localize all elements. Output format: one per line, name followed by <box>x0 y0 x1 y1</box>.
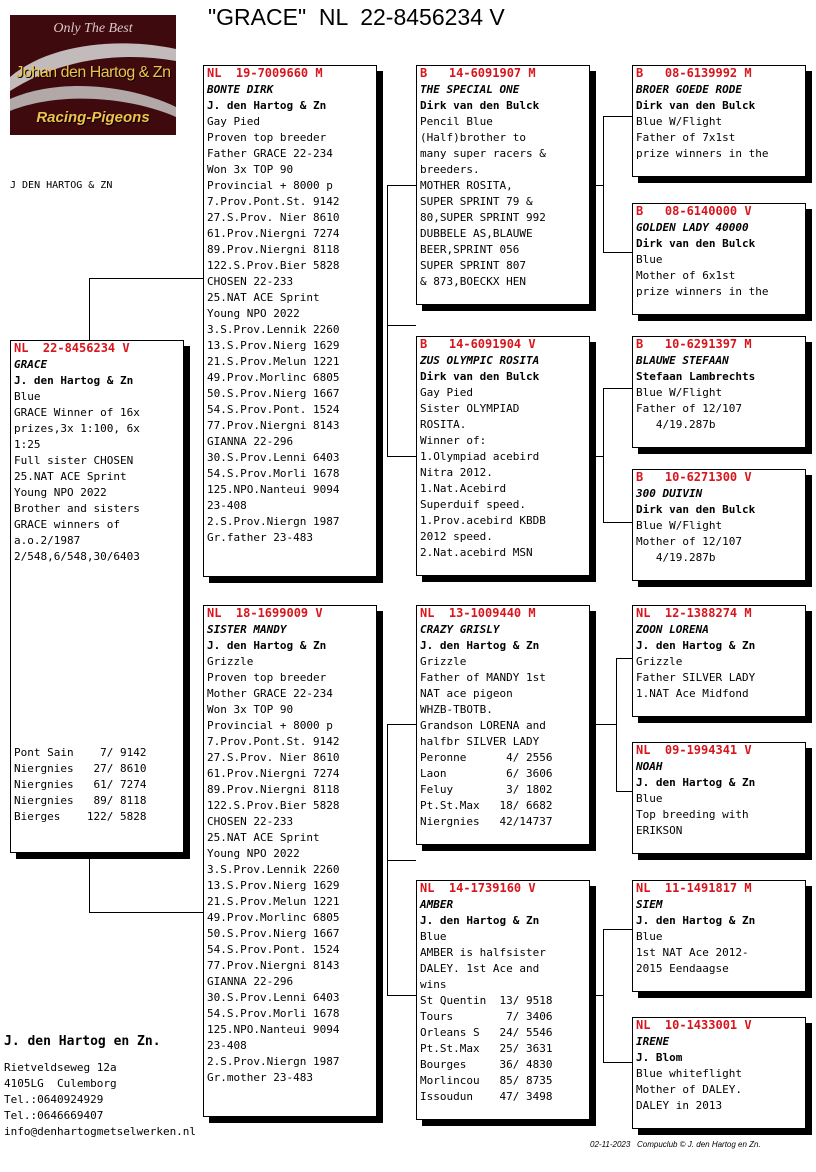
text-line: Bourges 36/ 4830 <box>420 1058 553 1071</box>
description-lines <box>636 1066 802 1114</box>
pigeon-name: IRENE <box>636 1035 670 1048</box>
text-line: 2.S.Prov.Niergn 1987 <box>207 1055 340 1068</box>
description-lines <box>420 114 586 290</box>
description-lines <box>636 114 802 162</box>
text-line: Father of 7x1st <box>636 131 736 144</box>
contact-block <box>4 1034 196 1140</box>
text-line: 23-408 <box>207 1039 247 1052</box>
text-line: 77.Prov.Niergni 8143 <box>207 959 340 972</box>
breeder-name: J. den Hartog & Zn <box>636 639 756 652</box>
ring-number: B 08-6140000 V <box>636 204 752 218</box>
connector <box>603 929 604 1063</box>
text-line: 54.S.Prov.Morli 1678 <box>207 467 340 480</box>
breeder-name: Dirk van den Bulck <box>636 237 756 250</box>
page-title: "GRACE" NL 22-8456234 V <box>208 4 505 30</box>
text-line: Father of 12/107 <box>636 402 742 415</box>
text-line: 2015 Eendaagse <box>636 962 729 975</box>
text-line: Tours 7/ 3406 <box>420 1010 553 1023</box>
pigeon-name: SISTER MANDY <box>207 623 287 636</box>
description-lines <box>636 385 802 433</box>
text-line: 122.S.Prov.Bier 5828 <box>207 259 340 272</box>
connector <box>89 853 90 913</box>
pigeon-name: THE SPECIAL ONE <box>420 83 520 96</box>
breeder-name: J. den Hartog & Zn <box>420 639 540 652</box>
text-line: Won 3x TOP 90 <box>207 163 294 176</box>
connector <box>590 995 604 996</box>
text-line: Feluy 3/ 1802 <box>420 783 553 796</box>
description-lines <box>420 654 586 830</box>
description-lines <box>636 929 802 977</box>
text-line: GIANNA 22-296 <box>207 975 294 988</box>
text-line: 27.S.Prov. Nier 8610 <box>207 211 340 224</box>
breeder-name: Dirk van den Bulck <box>636 99 756 112</box>
connector <box>603 252 632 253</box>
text-line: 50.S.Prov.Nierg 1667 <box>207 387 340 400</box>
connector <box>387 185 388 457</box>
text-line: prize winners in the <box>636 147 769 160</box>
contact-name: J. den Hartog en Zn. <box>4 1034 161 1049</box>
text-line: Blue W/Flight <box>636 519 723 532</box>
connector <box>603 116 632 117</box>
text-line: Blue W/Flight <box>636 115 723 128</box>
connector <box>603 388 632 389</box>
pedigree-box-dam[interactable] <box>203 605 377 1117</box>
text-line: 54.S.Prov.Morli 1678 <box>207 1007 340 1020</box>
pedigree-box-ddd[interactable] <box>632 1017 806 1129</box>
text-line: Sister OLYMPIAD <box>420 402 520 415</box>
text-line: SUPER SPRINT 79 & <box>420 195 533 208</box>
pigeon-name: ZOON LORENA <box>636 623 709 636</box>
breeder-name: J. den Hartog & Zn <box>207 639 327 652</box>
text-line: Mother GRACE 22-234 <box>207 687 333 700</box>
text-line: 1st NAT Ace 2012- <box>636 946 749 959</box>
text-line: 80,SUPER SPRINT 992 <box>420 211 546 224</box>
text-line: 4105LG Culemborg <box>4 1077 117 1090</box>
text-line: Bierges 122/ 5828 <box>14 810 147 823</box>
text-line: 4/19.287b <box>636 418 716 431</box>
text-line: Father of MANDY 1st <box>420 671 546 684</box>
race-results <box>14 745 146 825</box>
text-line: Peronne 4/ 2556 <box>420 751 553 764</box>
text-line: 3.S.Prov.Lennik 2260 <box>207 863 340 876</box>
ring-number: B 10-6291397 M <box>636 337 752 351</box>
text-line: Father SILVER LADY <box>636 671 756 684</box>
ring-number: B 10-6271300 V <box>636 470 752 484</box>
text-line: 27.S.Prov. Nier 8610 <box>207 751 340 764</box>
breeder-name: J. Blom <box>636 1051 683 1064</box>
breeder-name: J. den Hartog & Zn <box>207 99 327 112</box>
text-line: Top breeding with <box>636 808 749 821</box>
text-line: Grizzle <box>207 655 254 668</box>
description-lines <box>207 654 373 1086</box>
text-line: 1.Prov.acebird KBDB <box>420 514 546 527</box>
text-line: Mother of 6x1st <box>636 269 736 282</box>
text-line: DALEY. 1st Ace and <box>420 962 540 975</box>
text-line: Niergnies 42/14737 <box>420 815 553 828</box>
text-line: Winner of: <box>420 434 487 447</box>
pigeon-name: BLAUWE STEFAAN <box>636 354 729 367</box>
text-line: 2012 speed. <box>420 530 493 543</box>
text-line: 25.NAT ACE Sprint <box>207 291 320 304</box>
connector <box>89 278 90 340</box>
ring-number: B 08-6139992 M <box>636 66 752 80</box>
text-line: 2.Nat.acebird MSN <box>420 546 533 559</box>
text-line: Mother of DALEY. <box>636 1083 742 1096</box>
pedigree-box-sire-sire[interactable] <box>416 65 590 305</box>
logo-subtitle: Racing-Pigeons <box>36 109 150 126</box>
text-line: Pencil Blue <box>420 115 493 128</box>
text-line: Father GRACE 22-234 <box>207 147 333 160</box>
text-line: 125.NPO.Nanteui 9094 <box>207 483 340 496</box>
breeder-name: Dirk van den Bulck <box>420 370 540 383</box>
text-line: Young NPO 2022 <box>207 847 300 860</box>
text-line: Blue <box>636 930 663 943</box>
text-line: (Half)brother to <box>420 131 526 144</box>
breeder-name: Dirk van den Bulck <box>636 503 756 516</box>
text-line: Superduif speed. <box>420 498 526 511</box>
text-line: prize winners in the <box>636 285 769 298</box>
text-line: 21.S.Prov.Melun 1221 <box>207 895 340 908</box>
pigeon-name: GRACE <box>14 358 48 371</box>
pigeon-name: ZUS OLYMPIC ROSITA <box>420 354 540 367</box>
connector <box>603 929 632 930</box>
text-line: Mother of 12/107 <box>636 535 742 548</box>
text-line: Pt.St.Max 18/ 6682 <box>420 799 553 812</box>
pedigree-box-sss[interactable] <box>632 65 806 177</box>
text-line: 2.S.Prov.Niergn 1987 <box>207 515 340 528</box>
text-line: & 873,BOECKX HEN <box>420 275 526 288</box>
text-line: MOTHER ROSITA, <box>420 179 513 192</box>
owner-code: J DEN HARTOG & ZN <box>10 180 113 191</box>
breeder-name: Dirk van den Bulck <box>420 99 540 112</box>
pedigree-box-dss[interactable] <box>632 605 806 717</box>
text-line: 13.S.Prov.Nierg 1629 <box>207 879 340 892</box>
pedigree-box-sds[interactable] <box>632 336 806 448</box>
text-line: Provincial + 8000 p <box>207 179 333 192</box>
text-line: Niergnies 89/ 8118 <box>14 794 147 807</box>
text-line: wins <box>420 978 447 991</box>
contact-lines <box>4 1060 196 1140</box>
text-line: Niergnies 27/ 8610 <box>14 762 147 775</box>
text-line: Laon 6/ 3606 <box>420 767 553 780</box>
text-line: Blue whiteflight <box>636 1067 742 1080</box>
pedigree-box-dam-dam[interactable] <box>416 880 590 1120</box>
text-line: 49.Prov.Morlinc 6805 <box>207 911 340 924</box>
breeder-name: J. den Hartog & Zn <box>636 914 756 927</box>
text-line: Blue <box>14 390 41 403</box>
text-line: 25.NAT ACE Sprint <box>14 470 127 483</box>
text-line: breeders. <box>420 163 480 176</box>
connector <box>89 912 203 913</box>
pigeon-name: BONTE DIRK <box>207 83 274 96</box>
ring-number: NL 22-8456234 V <box>14 341 130 355</box>
pedigree-box-dam-sire[interactable] <box>416 605 590 845</box>
ring-number: NL 19-7009660 M <box>207 66 323 80</box>
pigeon-name: SIEM <box>636 898 663 911</box>
text-line: 77.Prov.Niergni 8143 <box>207 419 340 432</box>
text-line: Tel.:0640924929 <box>4 1093 104 1106</box>
connector <box>387 724 416 725</box>
text-line: WHZB-TBOTB. <box>420 703 493 716</box>
description-lines <box>207 114 373 546</box>
text-line: 2/548,6/548,30/6403 <box>14 550 140 563</box>
description-lines <box>420 929 586 1105</box>
connector <box>387 325 416 326</box>
text-line: Gr.father 23-483 <box>207 531 313 544</box>
connector <box>616 658 632 659</box>
text-line: 89.Prov.Niergni 8118 <box>207 243 340 256</box>
pigeon-name: AMBER <box>420 898 454 911</box>
ring-number: NL 12-1388274 M <box>636 606 752 620</box>
ring-number: B 14-6091907 M <box>420 66 536 80</box>
text-line: Tel.:0646669407 <box>4 1109 104 1122</box>
text-line: 122.S.Prov.Bier 5828 <box>207 799 340 812</box>
pedigree-box-ssd[interactable] <box>632 203 806 315</box>
description-lines <box>420 385 586 561</box>
pedigree-box-subject[interactable] <box>10 340 184 853</box>
text-line: a.o.2/1987 <box>14 534 81 547</box>
description-lines <box>636 252 802 300</box>
connector <box>387 456 416 457</box>
connector <box>603 522 632 523</box>
text-line: Gay Pied <box>207 115 260 128</box>
text-line: Niergnies 61/ 7274 <box>14 778 147 791</box>
connector <box>89 278 203 279</box>
text-line: AMBER is halfsister <box>420 946 546 959</box>
text-line: 13.S.Prov.Nierg 1629 <box>207 339 340 352</box>
text-line: Full sister CHOSEN <box>14 454 134 467</box>
ring-number: NL 09-1994341 V <box>636 743 752 757</box>
text-line: Issoudun 47/ 3498 <box>420 1090 553 1103</box>
connector <box>590 185 604 186</box>
connector <box>616 791 632 792</box>
pedigree-box-sire[interactable] <box>203 65 377 577</box>
description-lines <box>636 654 802 702</box>
text-line: 61.Prov.Niergni 7274 <box>207 227 340 240</box>
text-line: Blue W/Flight <box>636 386 723 399</box>
text-line: Grizzle <box>420 655 467 668</box>
logo-name: Johan den Hartog & Zn <box>15 64 171 81</box>
text-line: Young NPO 2022 <box>207 307 300 320</box>
ring-number: NL 10-1433001 V <box>636 1018 752 1032</box>
text-line: Morlincou 85/ 8735 <box>420 1074 553 1087</box>
connector <box>616 658 617 792</box>
text-line: 30.S.Prov.Lenni 6403 <box>207 991 340 1004</box>
ring-number: NL 18-1699009 V <box>207 606 323 620</box>
text-line: CHOSEN 22-233 <box>207 275 294 288</box>
text-line: Grandson LORENA and <box>420 719 546 732</box>
text-line: ERIKSON <box>636 824 683 837</box>
pedigree-box-sire-dam[interactable] <box>416 336 590 576</box>
breeder-name: J. den Hartog & Zn <box>14 374 134 387</box>
ring-number: NL 11-1491817 M <box>636 881 752 895</box>
text-line: 1.NAT Ace Midfond <box>636 687 749 700</box>
text-line: Rietveldseweg 12a <box>4 1061 117 1074</box>
text-line: 125.NPO.Nanteui 9094 <box>207 1023 340 1036</box>
text-line: St Quentin 13/ 9518 <box>420 994 553 1007</box>
description-lines <box>636 518 802 566</box>
text-line: Grizzle <box>636 655 683 668</box>
text-line: 89.Prov.Niergni 8118 <box>207 783 340 796</box>
text-line: many super racers & <box>420 147 546 160</box>
text-line: 50.S.Prov.Nierg 1667 <box>207 927 340 940</box>
logo-tagline: Only The Best <box>53 21 133 36</box>
text-line: NAT ace pigeon <box>420 687 513 700</box>
text-line: ROSITA. <box>420 418 467 431</box>
text-line: Brother and sisters <box>14 502 140 515</box>
breeder-name: J. den Hartog & Zn <box>420 914 540 927</box>
connector <box>387 185 416 186</box>
text-line: 54.S.Prov.Pont. 1524 <box>207 943 340 956</box>
text-line: 23-408 <box>207 499 247 512</box>
text-line: SUPER SPRINT 807 <box>420 259 526 272</box>
text-line: Pont Sain 7/ 9142 <box>14 746 147 759</box>
ring-number: NL 13-1009440 M <box>420 606 536 620</box>
text-line: halfbr SILVER LADY <box>420 735 540 748</box>
text-line: Gay Pied <box>420 386 473 399</box>
text-line: GRACE winners of <box>14 518 120 531</box>
text-line: GIANNA 22-296 <box>207 435 294 448</box>
connector <box>603 1062 632 1063</box>
pigeon-name: BROER GOEDE RODE <box>636 83 742 96</box>
text-line: prizes,3x 1:100, 6x <box>14 422 140 435</box>
text-line: Blue <box>636 253 663 266</box>
description-lines <box>636 791 802 839</box>
text-line: Proven top breeder <box>207 671 327 684</box>
pedigree-box-dds[interactable] <box>632 880 806 992</box>
pedigree-box-sdd[interactable] <box>632 469 806 581</box>
text-line: Gr.mother 23-483 <box>207 1071 313 1084</box>
pigeon-name: 300 DUIVIN <box>636 487 703 500</box>
text-line: 3.S.Prov.Lennik 2260 <box>207 323 340 336</box>
text-line: 1.Nat.Acebird <box>420 482 507 495</box>
pigeon-name: NOAH <box>636 760 663 773</box>
text-line: 30.S.Prov.Lenni 6403 <box>207 451 340 464</box>
pedigree-box-dsd[interactable] <box>632 742 806 854</box>
text-line: Orleans S 24/ 5546 <box>420 1026 553 1039</box>
text-line: Proven top breeder <box>207 131 327 144</box>
connector <box>387 860 416 861</box>
connector <box>590 456 604 457</box>
breeder-name: Stefaan Lambrechts <box>636 370 756 383</box>
text-line: info@denhartogmetselwerken.nl <box>4 1125 197 1138</box>
text-line: 1:25 <box>14 438 41 451</box>
text-line: Pt.St.Max 25/ 3631 <box>420 1042 553 1055</box>
text-line: DALEY in 2013 <box>636 1099 723 1112</box>
text-line: 21.S.Prov.Melun 1221 <box>207 355 340 368</box>
connector <box>387 995 416 996</box>
pigeon-name: GOLDEN LADY 40000 <box>636 221 749 234</box>
text-line: 25.NAT ACE Sprint <box>207 831 320 844</box>
connector <box>590 724 617 725</box>
text-line: Blue <box>636 792 663 805</box>
ring-number: B 14-6091904 V <box>420 337 536 351</box>
text-line: Nitra 2012. <box>420 466 493 479</box>
ring-number: NL 14-1739160 V <box>420 881 536 895</box>
text-line: 61.Prov.Niergni 7274 <box>207 767 340 780</box>
text-line: 54.S.Prov.Pont. 1524 <box>207 403 340 416</box>
text-line: GRACE Winner of 16x <box>14 406 140 419</box>
text-line: Won 3x TOP 90 <box>207 703 294 716</box>
text-line: 7.Prov.Pont.St. 9142 <box>207 735 340 748</box>
text-line: Young NPO 2022 <box>14 486 107 499</box>
breeder-name: J. den Hartog & Zn <box>636 776 756 789</box>
text-line: BEER,SPRINT 056 <box>420 243 520 256</box>
pigeon-name: CRAZY GRISLY <box>420 623 500 636</box>
description-lines <box>14 389 180 565</box>
text-line: 4/19.287b <box>636 551 716 564</box>
text-line: Provincial + 8000 p <box>207 719 333 732</box>
text-line: 7.Prov.Pont.St. 9142 <box>207 195 340 208</box>
text-line: Blue <box>420 930 447 943</box>
footer: 02-11-2023 Compuclub © J. den Hartog en Zn. <box>590 1140 761 1149</box>
text-line: 49.Prov.Morlinc 6805 <box>207 371 340 384</box>
text-line: DUBBELE AS,BLAUWE <box>420 227 533 240</box>
text-line: CHOSEN 22-233 <box>207 815 294 828</box>
text-line: 1.Olympiad acebird <box>420 450 540 463</box>
logo <box>10 15 176 135</box>
